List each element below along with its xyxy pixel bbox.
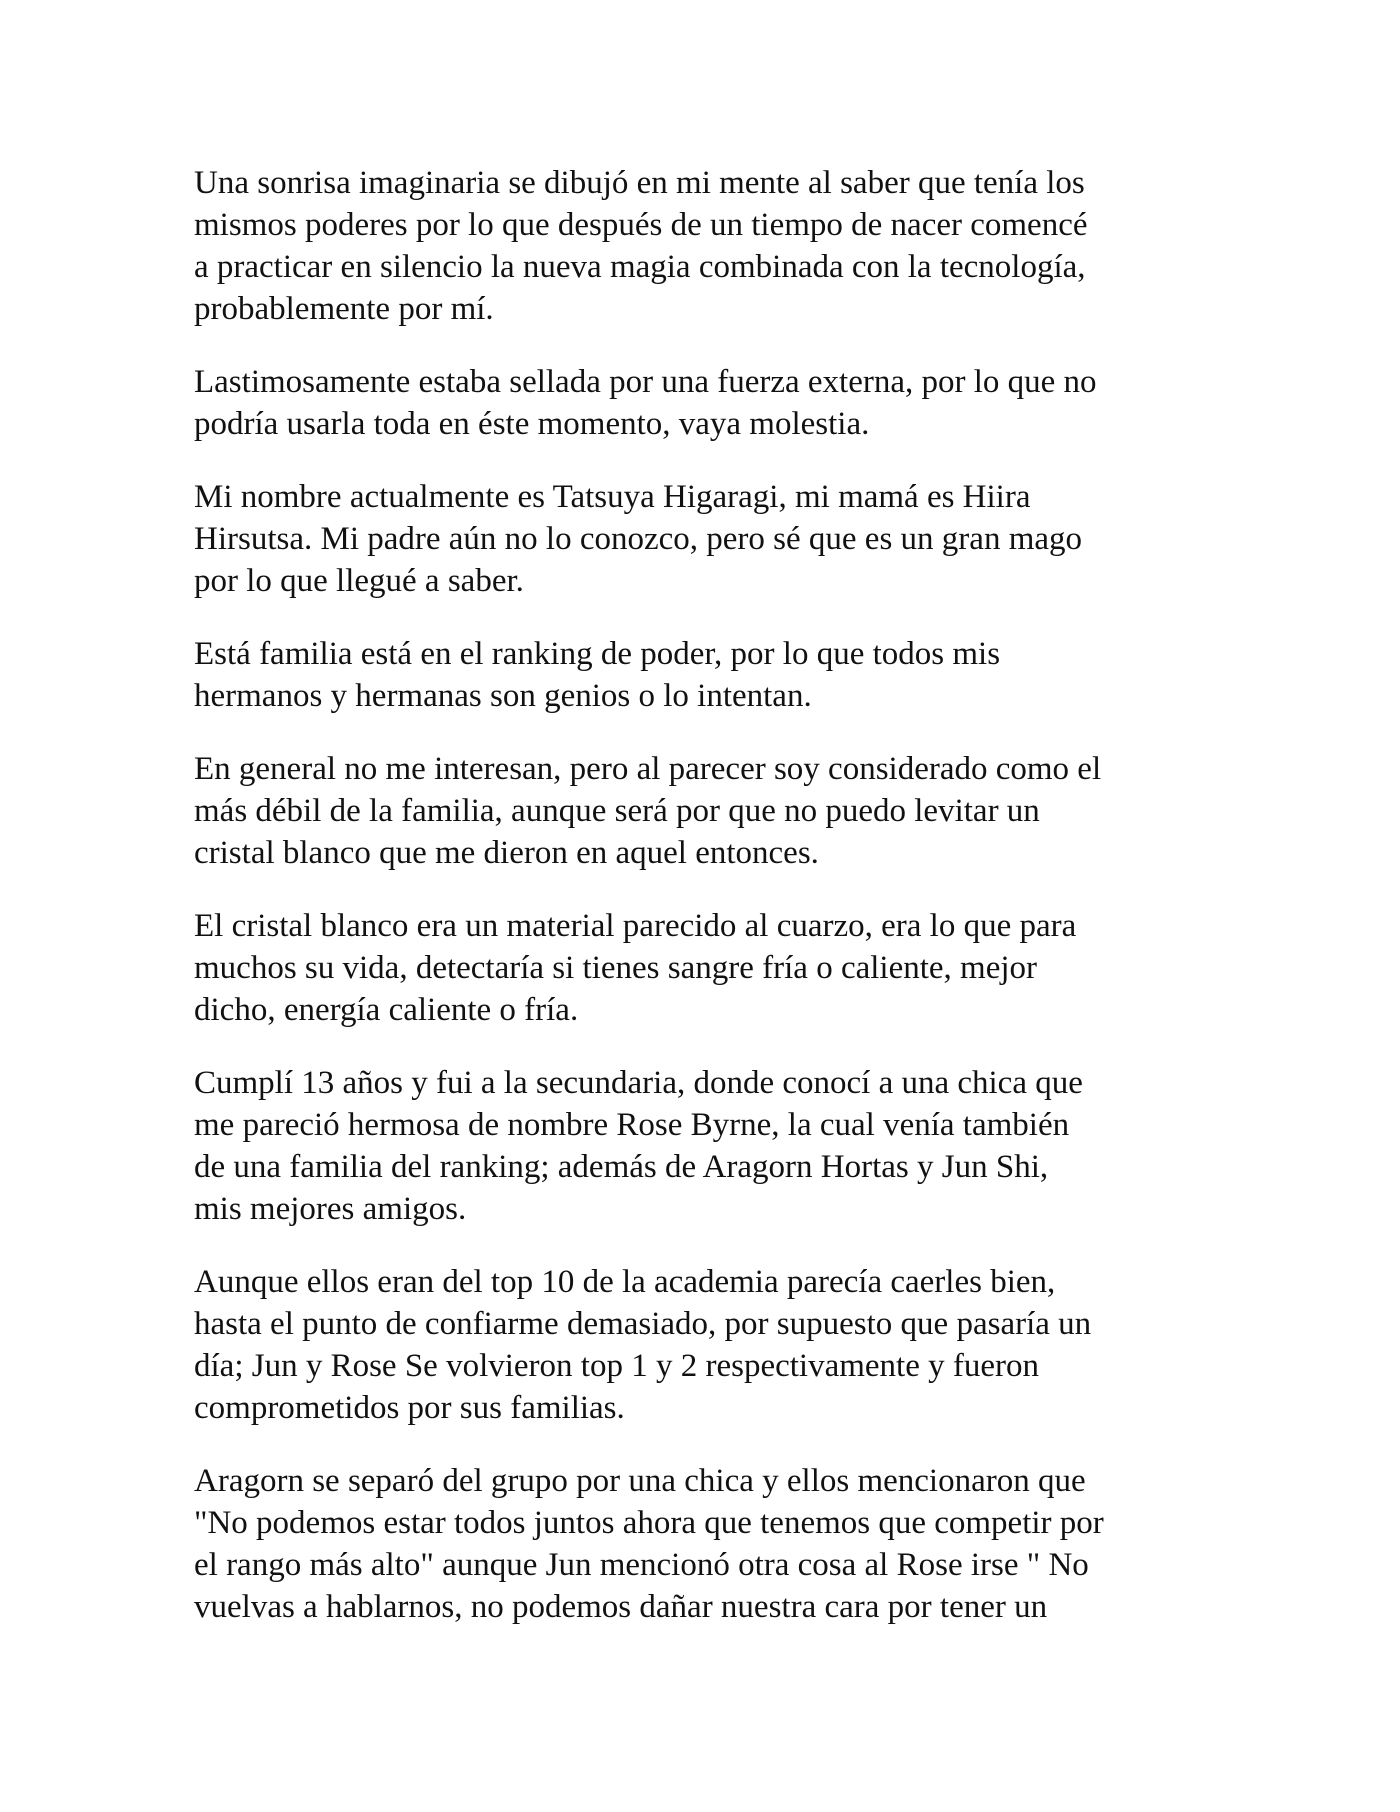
text-line: Mi nombre actualmente es Tatsuya Higaragi, mi mamá es Hiira	[194, 479, 1031, 515]
text-line: vuelvas a hablarnos, no podemos dañar nuestra cara por tener un	[194, 1589, 1048, 1625]
paragraph	[194, 1062, 1234, 1230]
text-line: cristal blanco que me dieron en aquel entonces.	[194, 835, 819, 871]
text-line: probablemente por mí.	[194, 291, 494, 327]
text-line: muchos su vida, detectaría si tienes sangre fría o caliente, mejor	[194, 950, 1038, 986]
text-line: Está familia está en el ranking de poder, por lo que todos mis	[194, 636, 1001, 672]
text-line: de una familia del ranking; además de Aragorn Hortas y Jun Shi,	[194, 1149, 1049, 1185]
text-line: Una sonrisa imaginaria se dibujó en mi mente al saber que tenía los	[194, 165, 1085, 201]
text-line: Hirsutsa. Mi padre aún no lo conozco, pero sé que es un gran mago	[194, 521, 1083, 557]
text-line: En general no me interesan, pero al parecer soy considerado como el	[194, 751, 1102, 787]
paragraph	[194, 748, 1234, 874]
text-line: comprometidos por sus familias.	[194, 1390, 625, 1426]
paragraph	[194, 476, 1234, 602]
paragraph	[194, 1261, 1234, 1429]
text-line: hermanos y hermanas son genios o lo intentan.	[194, 678, 812, 714]
text-line: Cumplí 13 años y fui a la secundaria, donde conocí a una chica que	[194, 1065, 1083, 1101]
text-line: Aragorn se separó del grupo por una chica y ellos mencionaron que	[194, 1463, 1086, 1499]
text-line: me pareció hermosa de nombre Rose Byrne, la cual venía también	[194, 1107, 1070, 1143]
text-line: mismos poderes por lo que después de un tiempo de nacer comencé	[194, 207, 1088, 243]
paragraph	[194, 1460, 1234, 1628]
text-line: Lastimosamente estaba sellada por una fuerza externa, por lo que no	[194, 364, 1097, 400]
text-line: "No podemos estar todos juntos ahora que tenemos que competir por	[194, 1505, 1104, 1541]
text-line: por lo que llegué a saber.	[194, 563, 524, 599]
text-line: hasta el punto de confiarme demasiado, por supuesto que pasaría un	[194, 1306, 1092, 1342]
paragraph	[194, 361, 1234, 445]
text-line: Aunque ellos eran del top 10 de la academia parecía caerles bien,	[194, 1264, 1056, 1300]
text-line: podría usarla toda en éste momento, vaya molestia.	[194, 406, 870, 442]
paragraph	[194, 633, 1234, 717]
text-line: más débil de la familia, aunque será por que no puedo levitar un	[194, 793, 1040, 829]
paragraph	[194, 162, 1234, 330]
text-line: mis mejores amigos.	[194, 1191, 467, 1227]
text-line: día; Jun y Rose Se volvieron top 1 y 2 respectivamente y fueron	[194, 1348, 1039, 1384]
text-line: El cristal blanco era un material parecido al cuarzo, era lo que para	[194, 908, 1077, 944]
text-line: el rango más alto" aunque Jun mencionó otra cosa al Rose irse " No	[194, 1547, 1089, 1583]
text-line: dicho, energía caliente o fría.	[194, 992, 579, 1028]
body-text	[194, 162, 1234, 1659]
paragraph	[194, 905, 1234, 1031]
text-line: a practicar en silencio la nueva magia combinada con la tecnología,	[194, 249, 1086, 285]
